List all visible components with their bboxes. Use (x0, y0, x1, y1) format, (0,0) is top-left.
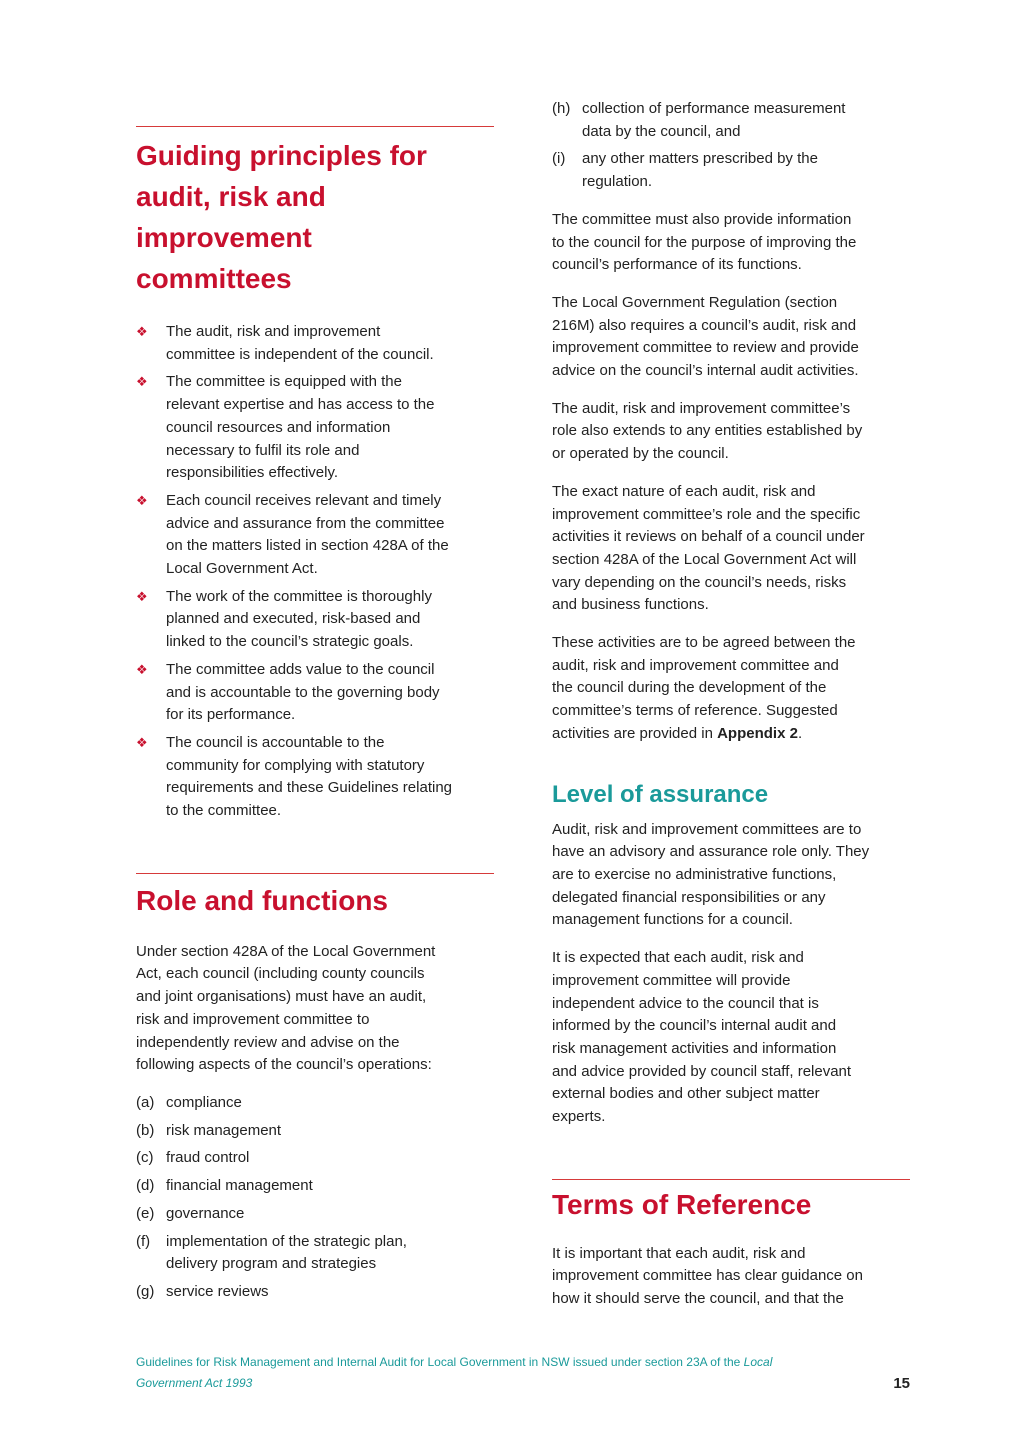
line: vary depending on the council’s needs, risks (552, 573, 847, 591)
section-rule (552, 1179, 910, 1180)
line: risk and improvement committee to (136, 1010, 370, 1028)
line: The Local Government Regulation (section (552, 293, 838, 311)
heading-role-and-functions: Role and functions (136, 884, 388, 916)
paragraph (552, 398, 910, 466)
aspects-list (136, 1092, 494, 1304)
line: Audit, risk and improvement committees are to (552, 820, 862, 838)
paragraph (552, 947, 910, 1129)
list-marker: (f) (136, 1232, 151, 1250)
line: The exact nature of each audit, risk and (552, 482, 816, 500)
diamond-bullet-icon: ❖ (136, 734, 148, 750)
list-marker: (b) (136, 1121, 155, 1139)
heading-terms-of-reference: Terms of Reference (552, 1188, 812, 1220)
line: planned and executed, risk-based and (166, 610, 421, 628)
aspects-list-continued (552, 98, 910, 194)
line: how it should serve the council, and that the (552, 1290, 844, 1308)
line: service reviews (166, 1282, 269, 1300)
line: community for complying with statutory (166, 756, 425, 774)
line: audit, risk and improvement committee and (552, 656, 839, 674)
line: experts. (552, 1108, 606, 1126)
list-item (136, 1092, 494, 1115)
list-marker: (g) (136, 1282, 155, 1300)
paragraph (552, 819, 910, 933)
heading-level-of-assurance: Level of assurance (552, 780, 769, 808)
right-column (552, 98, 910, 1311)
line: The committee adds value to the council (166, 660, 435, 678)
line: independent advice to the council that is (552, 994, 819, 1012)
line: necessary to fulfil its role and (166, 441, 360, 459)
text: . (797, 724, 803, 742)
line: advice on the council’s internal audit activities. (552, 362, 859, 380)
line: Under section 428A of the Local Government (136, 942, 436, 960)
line: independently review and advise on the (136, 1033, 400, 1051)
line: section 428A of the Local Government Act will (552, 550, 857, 568)
diamond-bullet-icon: ❖ (136, 324, 148, 339)
line: It is important that each audit, risk and (552, 1244, 806, 1262)
line: and advice provided by council staff, relevant (552, 1062, 852, 1080)
line: risk management activities and information (552, 1039, 837, 1057)
line: improvement committee to review and provide (552, 339, 859, 357)
line: Each council receives relevant and timely (166, 491, 442, 509)
line: Act, each council (including county councils (136, 965, 425, 983)
line (552, 723, 910, 746)
section-rule (136, 126, 494, 127)
line: have an advisory and assurance role only. They (552, 843, 870, 861)
heading-line: committees (136, 263, 292, 294)
section-rule (136, 873, 494, 874)
line: collection of performance measurement (582, 100, 846, 117)
line: governance (166, 1204, 245, 1222)
line: The committee is equipped with the (166, 373, 402, 391)
line: committee’s terms of reference. Suggested (552, 702, 838, 720)
line: fraud control (166, 1149, 250, 1167)
line: committee is independent of the council. (166, 345, 434, 363)
line: to the committee. (166, 802, 282, 820)
footer-line (136, 1352, 856, 1373)
line: and business functions. (552, 596, 709, 614)
line: linked to the council’s strategic goals. (166, 633, 414, 651)
footer-italic-text: Government Act 1993 (136, 1376, 253, 1390)
line: requirements and these Guidelines relating (166, 779, 453, 797)
list-marker: (h) (552, 100, 571, 117)
list-item (136, 1281, 494, 1304)
list-marker: (c) (136, 1149, 154, 1167)
list-item (136, 1175, 494, 1198)
list-item (136, 1147, 494, 1170)
list-item (136, 732, 494, 823)
paragraph (552, 209, 910, 277)
line: advice and assurance from the committee (166, 514, 445, 532)
line: activities it reviews on behalf of a council under (552, 528, 865, 546)
line: The work of the committee is thoroughly (166, 587, 432, 605)
line: improvement committee’s role and the specific (552, 505, 861, 523)
diamond-bullet-icon: ❖ (136, 374, 148, 390)
line: improvement committee has clear guidance on (552, 1267, 863, 1285)
line: These activities are to be agreed between the (552, 634, 856, 652)
line: council resources and information (166, 418, 391, 436)
list-item (552, 98, 910, 143)
list-item (136, 659, 494, 727)
footer-line (136, 1373, 856, 1394)
line: The council is accountable to the (166, 733, 385, 751)
line: and joint organisations) must have an audit, (136, 988, 427, 1006)
list-marker: (d) (136, 1177, 155, 1195)
paragraph (552, 292, 910, 383)
heading-line: Guiding principles for (136, 140, 427, 171)
line: management functions for a council. (552, 911, 793, 929)
line: implementation of the strategic plan, (166, 1232, 407, 1250)
line: on the matters listed in section 428A of the (166, 537, 449, 555)
line: data by the council, and (582, 122, 741, 140)
list-item (136, 321, 494, 366)
line: and is accountable to the governing body (166, 683, 440, 701)
left-column (136, 126, 494, 1304)
line: external bodies and other subject matter (552, 1085, 820, 1103)
line: role also extends to any entities established by (552, 422, 863, 440)
line: following aspects of the council’s operations: (136, 1056, 432, 1074)
line: to the council for the purpose of improving the (552, 233, 857, 251)
list-item (136, 371, 494, 485)
line: financial management (166, 1177, 313, 1195)
line: It is expected that each audit, risk and (552, 949, 804, 967)
line: council’s performance of its functions. (552, 256, 802, 274)
list-item (552, 148, 910, 193)
footer-text: Guidelines for Risk Management and Internal Audit for Local Government in NSW issued under section 23A of the (136, 1355, 744, 1369)
principles-list (136, 321, 494, 823)
line: relevant expertise and has access to the (166, 396, 435, 414)
line: The audit, risk and improvement committee’s (552, 399, 851, 417)
line: delegated financial responsibilities or any (552, 888, 826, 906)
list-marker: (e) (136, 1204, 155, 1222)
paragraph (552, 632, 910, 746)
appendix-reference: Appendix 2 (717, 724, 798, 742)
diamond-bullet-icon: ❖ (136, 492, 148, 508)
list-marker: (i) (552, 150, 566, 168)
list-item (136, 490, 494, 581)
heading-line: improvement (136, 222, 312, 253)
line: risk management (166, 1121, 282, 1139)
list-item (136, 1231, 494, 1276)
paragraph (552, 481, 910, 617)
line: the council during the development of the (552, 679, 827, 697)
line: regulation. (582, 173, 653, 191)
page-footer (136, 1352, 856, 1394)
line: or operated by the council. (552, 445, 729, 463)
line: The audit, risk and improvement (166, 323, 381, 340)
line: informed by the council’s internal audit and (552, 1017, 837, 1035)
list-item (136, 1120, 494, 1143)
line: compliance (166, 1093, 242, 1111)
line: are to exercise no administrative functions, (552, 865, 837, 883)
line: responsibilities effectively. (166, 464, 339, 482)
diamond-bullet-icon: ❖ (136, 588, 148, 604)
list-marker: (a) (136, 1093, 155, 1111)
heading-line: audit, risk and (136, 181, 326, 212)
line: improvement committee will provide (552, 971, 791, 989)
line: 216M) also requires a council’s audit, risk and (552, 316, 857, 334)
list-item (136, 586, 494, 654)
heading-guiding-principles (136, 135, 494, 299)
line: Local Government Act. (166, 560, 318, 578)
line: any other matters prescribed by the (582, 150, 818, 168)
paragraph (552, 1243, 910, 1311)
line: for its performance. (166, 706, 296, 724)
footer-italic-text: Local (743, 1355, 773, 1369)
line: The committee must also provide information (552, 210, 852, 228)
diamond-bullet-icon: ❖ (136, 661, 148, 677)
role-intro-paragraph (136, 941, 494, 1077)
list-item (136, 1203, 494, 1226)
page-number: 15 (893, 1375, 910, 1392)
line: delivery program and strategies (166, 1255, 377, 1273)
text: activities are provided in (552, 724, 718, 742)
